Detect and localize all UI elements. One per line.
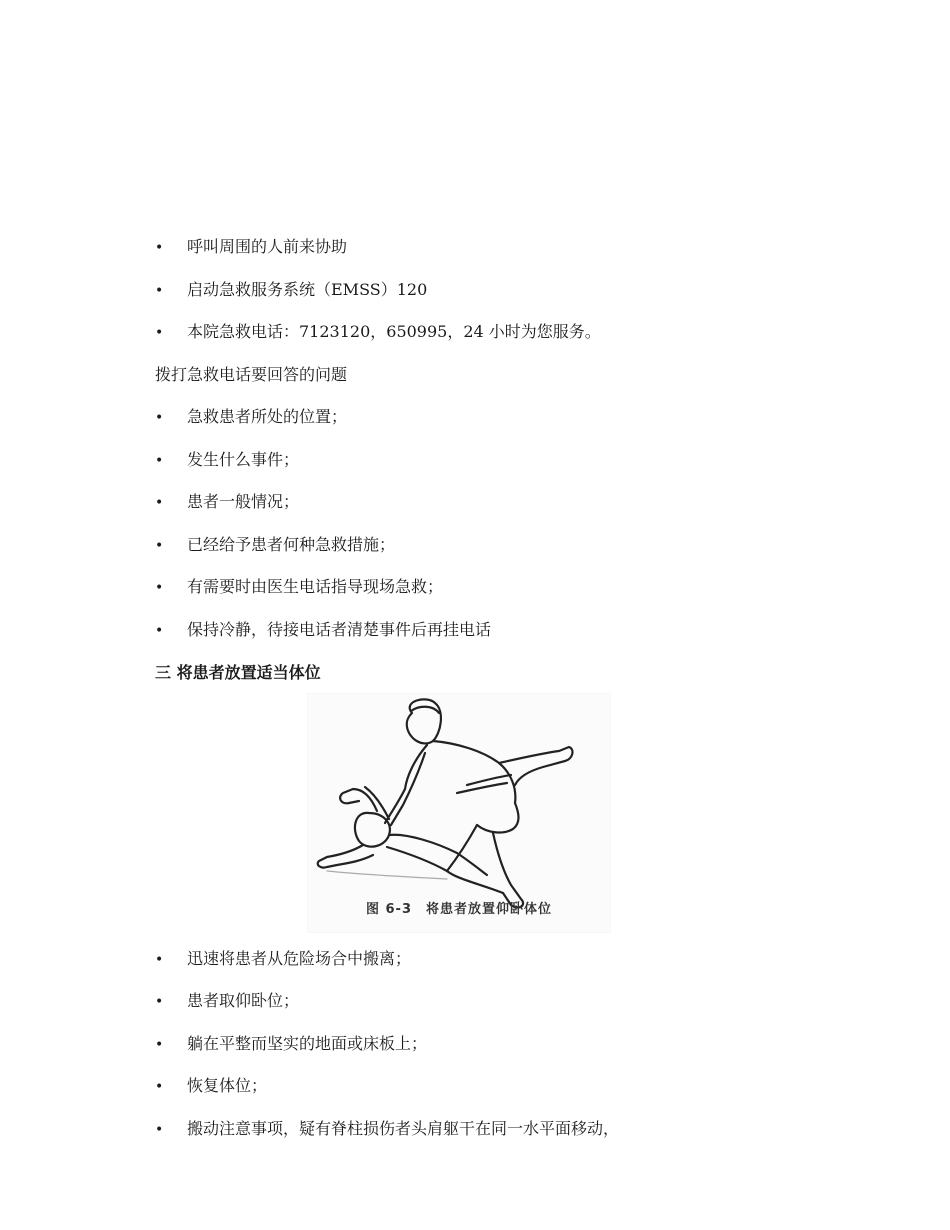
list-item: [155, 1119, 619, 1140]
list-item: [155, 322, 601, 343]
bullet-icon: •: [155, 325, 164, 341]
bullet-icon: •: [155, 994, 164, 1010]
list-item-text: 呼叫周围的人前来协助: [187, 237, 348, 256]
list-item-text: 患者一般情况；: [187, 492, 300, 511]
list-item-text: 急救患者所处的位置；: [187, 407, 348, 426]
list-item: [155, 237, 347, 258]
list-item-text: 躺在平整而坚实的地面或床板上；: [187, 1034, 428, 1053]
list-item-text: 搬动注意事项，疑有脊柱损伤者头肩躯干在同一水平面移动，: [187, 1119, 620, 1138]
bullet-icon: •: [155, 623, 164, 639]
list-item: [155, 949, 411, 970]
bullet-icon: •: [155, 538, 164, 554]
subheading: 拨打急救电话要回答的问题: [155, 365, 348, 384]
list-item: [155, 620, 491, 641]
list-item: [155, 407, 347, 428]
list-item-text: 本院急救电话：7123120，650995，24 小时为您服务。: [187, 322, 601, 341]
list-item: [155, 280, 427, 301]
list-item-text: 迅速将患者从危险场合中搬离；: [187, 949, 412, 968]
figure-illustration: [307, 693, 611, 933]
list-item: [155, 1076, 267, 1097]
list-item-text: 有需要时由医生电话指导现场急救；: [187, 577, 444, 596]
bullet-icon: •: [155, 1079, 164, 1095]
bullet-icon: •: [155, 1037, 164, 1053]
list-item-text: 保持冷静，待接电话者清楚事件后再挂电话: [187, 620, 492, 639]
list-item-text: 发生什么事件；: [187, 450, 300, 469]
list-item-text: 启动急救服务系统（EMSS）120: [187, 280, 428, 299]
list-item-text: 已经给予患者何种急救措施；: [187, 535, 396, 554]
list-item: [155, 991, 299, 1012]
bullet-icon: •: [155, 580, 164, 596]
figure-caption: 图 6-3 将患者放置仰卧体位: [365, 902, 552, 917]
section-heading: 三 将患者放置适当体位: [155, 663, 321, 682]
list-item: [155, 535, 395, 556]
list-item: [155, 492, 299, 513]
figure-recovery-position: [307, 693, 611, 933]
list-item-text: 患者取仰卧位；: [187, 991, 300, 1010]
bullet-icon: •: [155, 1122, 164, 1138]
list-item-text: 恢复体位；: [187, 1076, 268, 1095]
bullet-icon: •: [155, 952, 164, 968]
list-item: [155, 1034, 427, 1055]
bullet-icon: •: [155, 453, 164, 469]
bullet-icon: •: [155, 283, 164, 299]
bullet-icon: •: [155, 240, 164, 256]
list-item: [155, 450, 299, 471]
bullet-icon: •: [155, 495, 164, 511]
list-item: [155, 577, 443, 598]
bullet-icon: •: [155, 410, 164, 426]
